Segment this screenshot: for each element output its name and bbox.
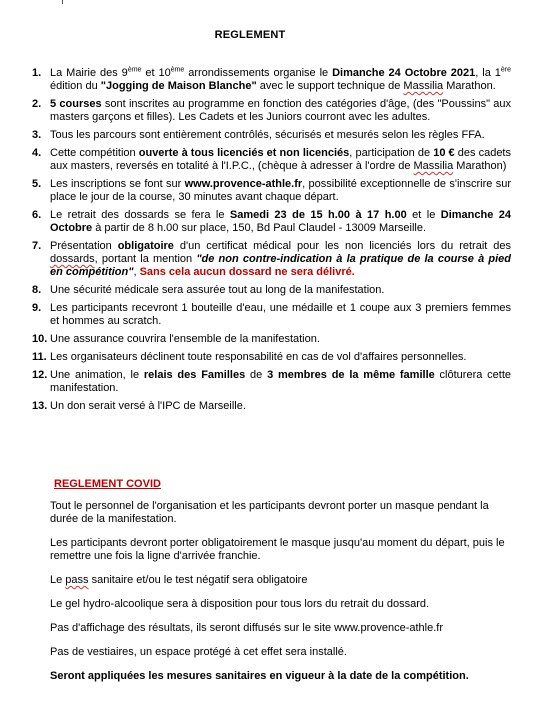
rule-item (0, 147, 541, 173)
covid-paragraph (50, 622, 512, 635)
text-run: Samedi 23 de 15 h.00 à 17 h.00 (229, 209, 407, 221)
text-run: sanitaire et/ou le test négatif sera obligatoire (88, 574, 308, 586)
rule-number: 5. (32, 178, 42, 190)
text-run: , la 1 (475, 67, 501, 79)
rule-number: 13. (32, 400, 48, 412)
text-run: de (245, 369, 268, 381)
rule-number: 10. (32, 333, 48, 345)
rule-item (0, 240, 541, 279)
covid-section (50, 500, 512, 694)
text-run: 10 € (433, 147, 455, 159)
text-run: et le (406, 209, 441, 221)
rule-item (0, 98, 541, 124)
page-title: REGLEMENT (214, 29, 286, 41)
text-run: obligatoire (117, 240, 174, 252)
covid-paragraph (50, 670, 512, 683)
text-run: Tous les parcours sont entièrement contrôlés, sécurisés et mesurés selon les règles FFA. (50, 129, 485, 141)
rule-item (0, 209, 541, 235)
text-run: Les inscriptions se font sur (50, 178, 185, 190)
text-run: Les participants recevront 1 bouteille d'eau, une médaille et 1 coupe aux 3 premiers femmes et hommes au scratch. (50, 302, 511, 327)
text-run: avec le support technique de (256, 80, 404, 92)
rule-item (0, 400, 541, 413)
text-run: Seront appliquées les mesures sanitaires en vigueur à la date de la compétition. (50, 670, 469, 682)
text-run: 3 membres de la même famille (267, 369, 435, 381)
rule-item (0, 129, 541, 142)
text-run: Cette compétition (50, 147, 139, 159)
text-run: Dimanche 24 Octobre (50, 209, 511, 234)
covid-paragraph (50, 598, 512, 611)
rule-number: 3. (32, 129, 42, 141)
rule-item (0, 333, 541, 346)
rule-item (0, 284, 541, 297)
text-run: , portant la mention (94, 253, 197, 265)
text-run: , participation de (349, 147, 434, 159)
text-run: Pas de vestiaires, un espace protégé à cet effet sera installé. (50, 646, 347, 658)
rule-number: 1. (32, 67, 42, 79)
covid-paragraph (50, 537, 512, 563)
covid-section-title: REGLEMENT COVID (54, 478, 161, 490)
rules-list (0, 67, 541, 418)
text-run: Les participants devront porter obligatoirement le masque jusqu'au moment du départ, puis le remettre une fois la ligne d'arrivée franchie. (50, 537, 505, 562)
text-run: Présentation (50, 240, 118, 252)
text-run: Sans cela aucun dossard ne sera délivré. (139, 266, 355, 278)
text-run: Une sécurité médicale sera assurée tout au long de la manifestation. (50, 284, 385, 296)
text-run: et 10 (141, 67, 171, 79)
rule-number: 2. (32, 98, 42, 110)
text-run: Marathon. (443, 80, 496, 92)
covid-paragraph (50, 500, 512, 526)
text-run: ème (127, 66, 142, 74)
rule-number: 4. (32, 147, 42, 159)
rule-item (0, 369, 541, 395)
rule-number: 12. (32, 369, 48, 381)
rule-number: 6. (32, 209, 42, 221)
text-run: Une animation, le (50, 369, 144, 381)
text-run: à partir de 8 h.00 sur place, 150, Bd Paul Claudel - 13009 Marseille. (92, 222, 427, 234)
text-run: "de non contre-indication à la pratique de la course à pied en compétition" (50, 253, 511, 278)
text-run: ème (170, 66, 185, 74)
text-run: sont inscrites au programme en fonction des catégories d'âge, (des "Poussins" aux masters garçons et filles). Les Cadets et les Juniors courront avec les adultes. (50, 98, 511, 123)
text-run: www.provence-athle.fr (184, 178, 303, 190)
text-run: édition du (50, 80, 101, 92)
text-run: ère (500, 66, 511, 74)
text-run: Massilia (403, 80, 444, 92)
covid-paragraph (50, 646, 512, 659)
text-run: Le retrait des dossards se fera le (50, 209, 230, 221)
text-run: dossards (50, 253, 95, 265)
text-run: d'un certificat médical pour les non licenciés lors du retrait des (173, 240, 511, 252)
rule-number: 7. (32, 240, 42, 252)
text-run: arrondissements organise le (184, 67, 333, 79)
text-run: La Mairie des 9 (50, 67, 128, 79)
rule-item (0, 302, 541, 328)
rule-item (0, 351, 541, 364)
text-run: 5 courses (50, 98, 102, 110)
page-corner-mark (62, 0, 63, 4)
text-run: relais des Familles (143, 369, 246, 381)
rule-item (0, 178, 541, 204)
text-run: pass (65, 574, 89, 586)
text-run: ouverte à tous licenciés et non licenciés (138, 147, 350, 159)
text-run: Dimanche 24 Octobre 2021 (332, 67, 476, 79)
text-run: "Jogging de Maison Blanche" (100, 80, 257, 92)
rule-number: 11. (32, 351, 47, 363)
rule-number: 8. (32, 284, 42, 296)
text-run: Pas d'affichage des résultats, ils seront diffusés sur le site www.provence-athle.fr (50, 622, 443, 634)
rule-number: 9. (32, 302, 42, 314)
covid-paragraph (50, 574, 512, 587)
rule-item (0, 67, 541, 93)
text-run: Le (50, 574, 66, 586)
text-run: , (133, 266, 140, 278)
text-run: des cadets aux masters, reversés en totalité à l'I.P.C., (chèque à adresser à l'ordre de (50, 147, 511, 172)
text-run: Un don serait versé à l'IPC de Marseille. (50, 400, 246, 412)
text-run: Marathon) (453, 160, 507, 172)
text-run: Une assurance couvrira l'ensemble de la manifestation. (50, 333, 320, 345)
text-run: clôturera cette manifestation. (50, 369, 511, 394)
text-run: Les organisateurs déclinent toute responsabilité en cas de vol d'affaires personnelles. (50, 351, 467, 363)
text-run: , possibilité exceptionnelle de s'inscrire sur place le jour de la course, 30 minutes avant chaque départ. (50, 178, 511, 203)
text-run: Tout le personnel de l'organisation et les participants devront porter un masque pendant la durée de la manifestation. (50, 500, 489, 525)
text-run: Le gel hydro-alcoolique sera à disposition pour tous lors du retrait du dossard. (50, 598, 430, 610)
text-run: Massilia (413, 160, 454, 172)
